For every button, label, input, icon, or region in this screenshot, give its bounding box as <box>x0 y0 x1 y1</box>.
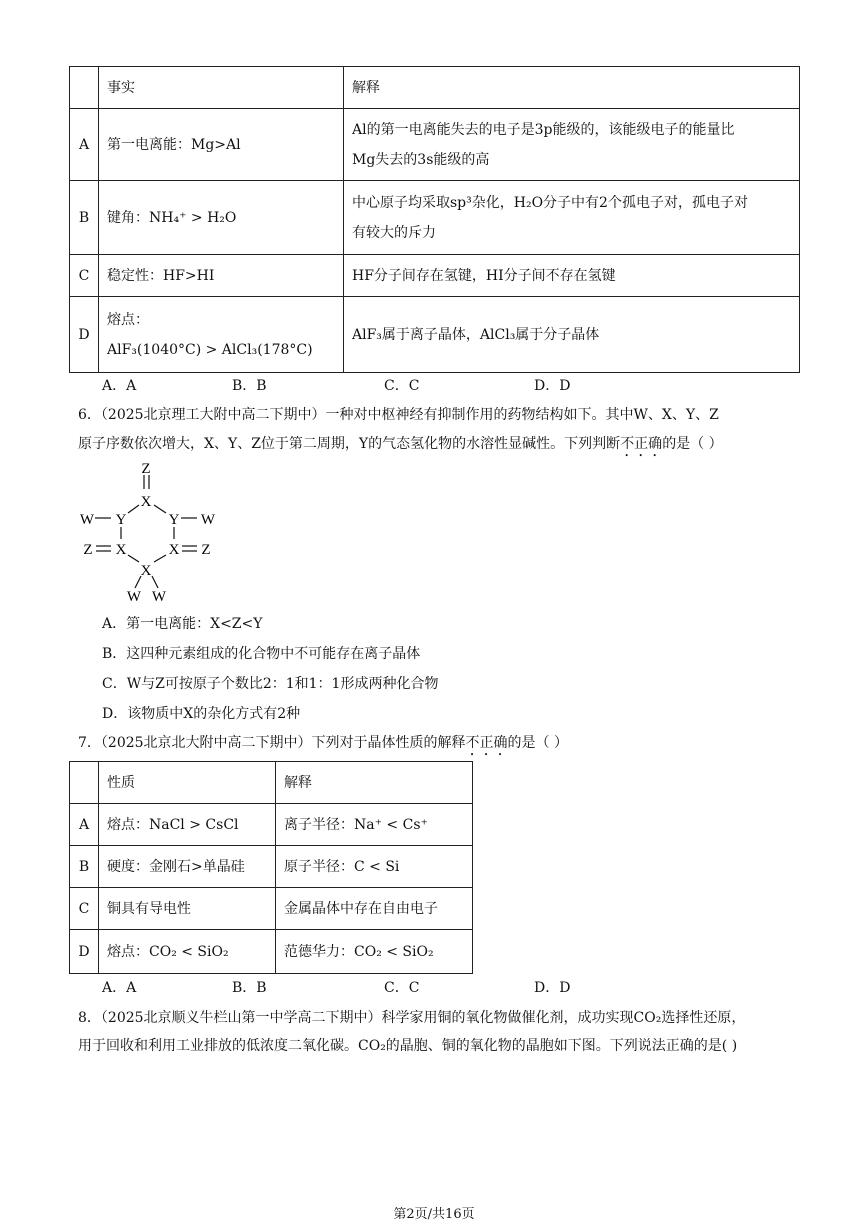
table-row <box>70 297 800 373</box>
row-label: B <box>70 181 99 255</box>
table-row <box>70 109 800 181</box>
prop-cell: 硬度：金刚石>单晶硅 <box>99 846 276 888</box>
atom-label: Z <box>141 461 151 477</box>
fact-cell: 键角：NH₄⁺ > H₂O <box>99 181 344 255</box>
column-header-fact: 事实 <box>99 67 344 109</box>
explain-line: 有较大的斥力 <box>352 224 436 241</box>
atom-label: X <box>140 563 152 579</box>
option-b[interactable]: B．B <box>232 378 267 394</box>
explain-cell: 离子半径：Na⁺ < Cs⁺ <box>276 804 473 846</box>
choice-d[interactable]: D．该物质中X的杂化方式有2种 <box>102 706 301 722</box>
atom-label: X <box>140 494 152 510</box>
option-a[interactable]: A．A <box>102 980 137 996</box>
row-label: D <box>70 297 99 373</box>
prop-cell: 熔点：NaCl > CsCl <box>99 804 276 846</box>
option-d[interactable]: D．D <box>534 980 571 996</box>
explain-line: Al的第一电离能失去的电子是3p能级的，该能级电子的能量比 <box>352 121 735 138</box>
option-c[interactable]: C．C <box>384 378 420 394</box>
explain-cell: HF分子间存在氢键，HI分子间不存在氢键 <box>344 255 800 297</box>
choice-a[interactable]: A．第一电离能：X<Z<Y <box>102 616 263 632</box>
column-header-explain: 解释 <box>344 67 800 109</box>
atom-label: W <box>126 589 142 605</box>
fact-cell: 第一电离能：Mg>Al <box>99 109 344 181</box>
atom-label: W <box>200 512 216 528</box>
row-label: A <box>70 804 99 846</box>
explain-cell <box>344 181 800 255</box>
table-row <box>70 255 800 297</box>
row-label: B <box>70 846 99 888</box>
row-label: C <box>70 888 99 930</box>
table-row <box>70 804 473 846</box>
table-cell <box>70 762 99 804</box>
options-row-2 <box>102 977 570 997</box>
atom-label: Z <box>83 542 93 558</box>
column-header-prop: 性质 <box>99 762 276 804</box>
row-label: D <box>70 930 99 974</box>
option-c[interactable]: C．C <box>384 980 420 996</box>
prop-cell: 铜具有导电性 <box>99 888 276 930</box>
emphasis-text: 不正确 <box>620 436 663 452</box>
atom-label: W <box>151 589 167 605</box>
explain-line: Mg失去的3s能级的高 <box>352 151 490 168</box>
explain-cell: 范德华力：CO₂ < SiO₂ <box>276 930 473 974</box>
option-a[interactable]: A．A <box>102 378 137 394</box>
table-row <box>70 181 800 255</box>
explain-cell <box>344 109 800 181</box>
choice-c[interactable]: C．W与Z可按原子个数比2：1和1：1形成两种化合物 <box>102 676 439 692</box>
table-header-row <box>70 762 473 804</box>
atom-label: Y <box>115 512 127 528</box>
question-8-line-2: 用于回收和利用工业排放的低浓度二氧化碳。CO₂的晶胞、铜的氧化物的晶胞如下图。下列说法正确的是( ) <box>78 1038 738 1054</box>
choice-b[interactable]: B．这四种元素组成的化合物中不可能存在离子晶体 <box>102 646 421 662</box>
molecule-structure <box>78 458 228 608</box>
atom-label: X <box>168 542 180 558</box>
fact-line: AlF₃(1040°C) > AlCl₃(178°C) <box>107 341 313 358</box>
column-header-explain: 解释 <box>276 762 473 804</box>
prop-cell: 熔点：CO₂ < SiO₂ <box>99 930 276 974</box>
explain-cell: 金属晶体中存在自由电子 <box>276 888 473 930</box>
fact-cell <box>99 297 344 373</box>
atom-label: X <box>115 542 127 558</box>
table-row <box>70 888 473 930</box>
fact-line: 熔点： <box>107 311 149 328</box>
table-2 <box>69 761 473 974</box>
option-d[interactable]: D．D <box>534 378 571 394</box>
explain-cell: 原子半径：C < Si <box>276 846 473 888</box>
table-row <box>70 846 473 888</box>
explain-cell: AlF₃属于离子晶体，AlCl₃属于分子晶体 <box>344 297 800 373</box>
table-1 <box>69 66 800 373</box>
option-b[interactable]: B．B <box>232 980 267 996</box>
emphasis-text: 不正确 <box>465 735 508 751</box>
page-footer: 第2页/共16页 <box>393 1207 475 1222</box>
row-label: A <box>70 109 99 181</box>
options-row-1 <box>102 375 570 395</box>
atom-label: Y <box>168 512 180 528</box>
fact-cell: 稳定性：HF>HI <box>99 255 344 297</box>
question-6-line-1: 6．（2025北京理工大附中高二下期中）一种对中枢神经有抑制作用的药物结构如下。其中W、X、Y、Z <box>78 407 719 423</box>
table-row <box>70 930 473 974</box>
atom-label: W <box>79 512 95 528</box>
question-7-line: 7．（2025北京北大附中高二下期中）下列对于晶体性质的解释不正确的是（ ） <box>78 735 568 751</box>
table-header-row <box>70 67 800 109</box>
row-label: C <box>70 255 99 297</box>
atom-label: Z <box>201 542 211 558</box>
explain-line: 中心原子均采取sp³杂化，H₂O分子中有2个孤电子对，孤电子对 <box>352 194 748 211</box>
question-6-line-2: 原子序数依次增大，X、Y、Z位于第二周期，Y的气态氢化物的水溶性显碱性。下列判断不正确的是（ ） <box>78 436 723 452</box>
question-8-line-1: 8．（2025北京顺义牛栏山第一中学高二下期中）科学家用铜的氧化物做催化剂，成功实现CO₂选择性还原， <box>78 1010 746 1026</box>
table-cell <box>70 67 99 109</box>
